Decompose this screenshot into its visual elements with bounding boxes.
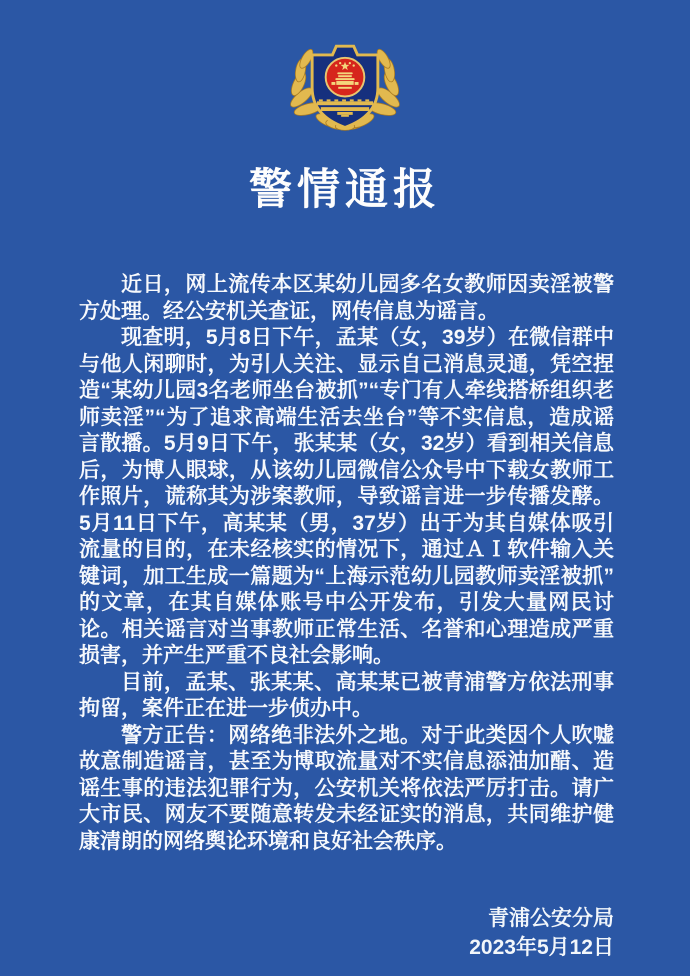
issue-date: 2023年5月12日: [469, 936, 614, 959]
notice-title: 警情通报: [249, 166, 441, 214]
notice-body: [79, 272, 614, 855]
paragraph-detention-status: 目前，孟某、张某某、高某某已被青浦警方依法刑事拘留，案件正在进一步侦办中。: [79, 670, 614, 720]
signature-block: [0, 905, 614, 961]
paragraph-rumor-summary: 近日，网上流传本区某幼儿园多名女教师因卖淫被警方处理。经公安机关查证，网传信息为谣言。: [79, 273, 614, 323]
issuing-agency: 青浦公安分局: [488, 907, 614, 930]
police-badge-icon: [287, 33, 403, 131]
paragraph-investigation-findings: 现查明，5月8日下午，孟某（女，39岁）在微信群中与他人闲聊时，为引人关注、显示自己消息灵通，凭空捏造“某幼儿园3名老师坐台被抓”“专门有人牵线搭桥组织老师卖淫”“为了追求高端生活去坐台”等不实信息，造成谣言散播。5月9日下午，张某某（女，32岁）看到相关信息后，为博人眼球，从该幼儿园微信公众号中下载女教师工作照片，谎称其为涉案教师，导致谣言进一步传播发酵。5月11日下午，高某某（男，37岁）出于为其自媒体吸引流量的目的，在未经核实的情况下，通过ＡＩ软件输入关键词，加工生成一篇题为“上海示范幼儿园教师卖淫被抓”的文章，在其自媒体账号中公开发布，引发大量网民讨论。相关谣言对当事教师正常生活、名誉和心理造成严重损害，并产生严重不良社会影响。: [79, 326, 614, 667]
paragraph-police-warning: 警方正告：网络绝非法外之地。对于此类因个人吹嘘故意制造谣言，甚至为博取流量对不实信息添油加醋、造谣生事的违法犯罪行为，公安机关将依法严厉打击。请广大市民、网友不要随意转发未经证实的消息，共同维护健康清朗的网络舆论环境和良好社会秩序。: [79, 723, 614, 853]
